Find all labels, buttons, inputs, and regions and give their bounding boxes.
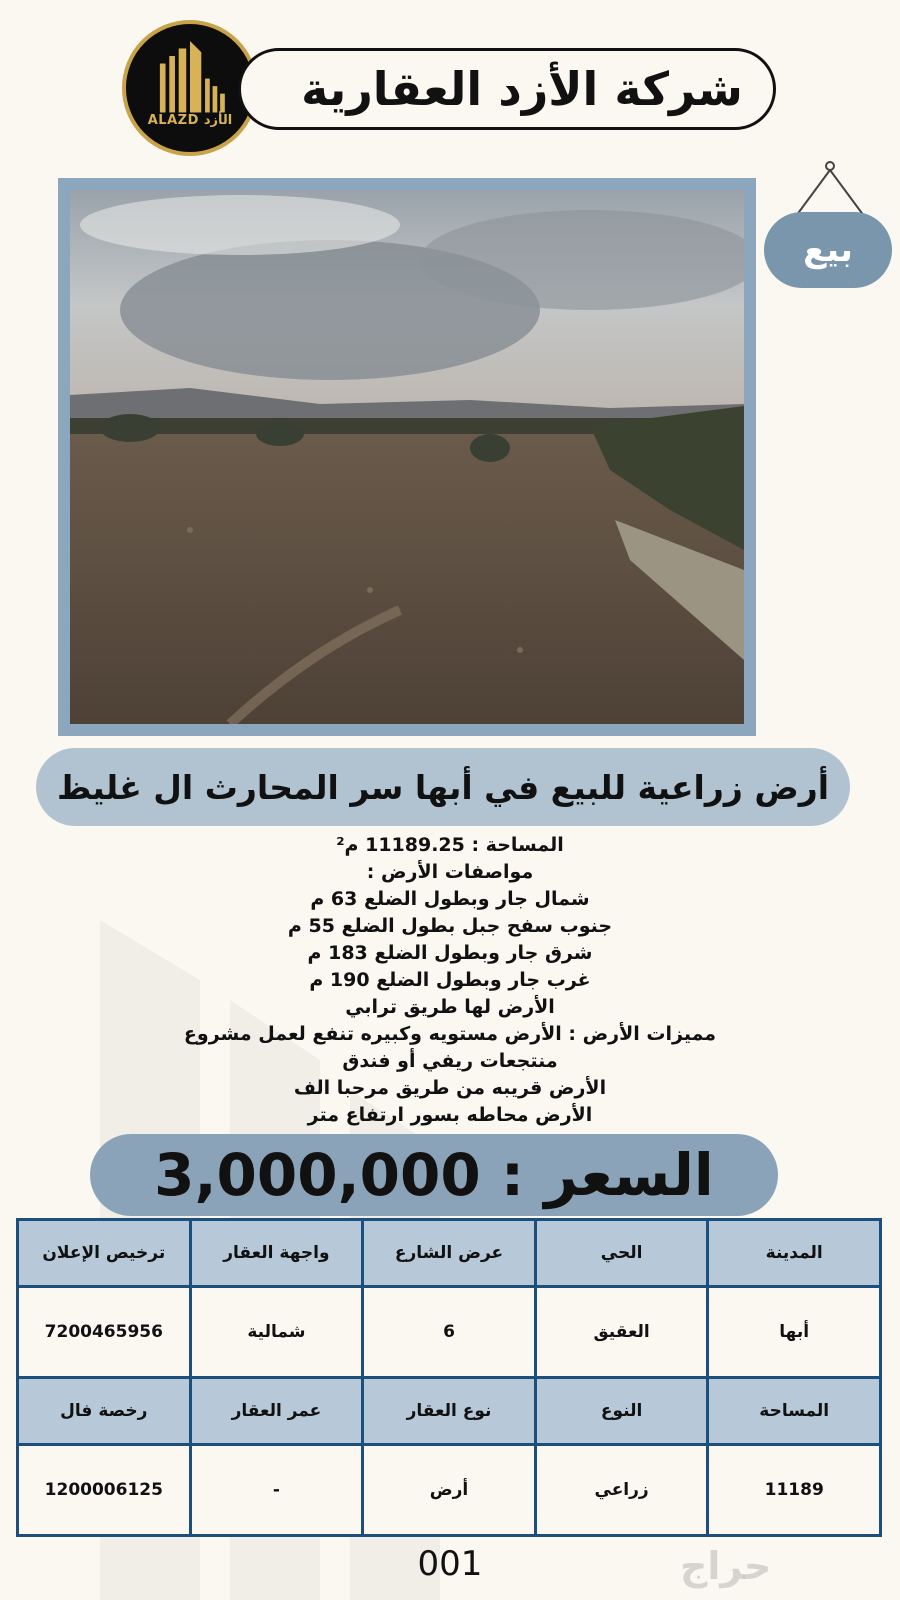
table-header-cell: رخصة فال — [18, 1378, 191, 1445]
listing-headline: أرض زراعية للبيع في أبها سر المحارث ال غليظ — [56, 767, 830, 807]
table-cell: 7200465956 — [18, 1287, 191, 1378]
sale-tag — [764, 212, 892, 288]
description-line: شمال جار وبطول الضلع 63 م — [310, 888, 590, 910]
table-header-cell: واجهة العقار — [190, 1220, 363, 1287]
company-name-banner — [238, 48, 776, 130]
price: السعر : 3,000,000 — [154, 1141, 714, 1209]
description-line: الأرض لها طريق ترابي — [345, 996, 555, 1018]
company-name: شركة الأزد العقارية — [301, 62, 743, 116]
description-line: منتجعات ريفي أو فندق — [342, 1050, 558, 1072]
description-line: مميزات الأرض : الأرض مستويه وكبيره تنفع لعمل مشروع — [183, 1023, 717, 1045]
building-logo-icon — [126, 24, 254, 152]
table-header-cell: عمر العقار — [190, 1378, 363, 1445]
table-header-cell: عرض الشارع — [363, 1220, 536, 1287]
table-header-row — [18, 1220, 881, 1287]
table-cell: 11189 — [708, 1445, 881, 1536]
table-header-row — [18, 1378, 881, 1445]
table-cell: أرض — [363, 1445, 536, 1536]
tag-string-icon — [790, 160, 870, 220]
table-row — [18, 1445, 881, 1536]
property-description — [40, 832, 860, 1129]
property-photo-frame — [58, 178, 756, 736]
table-header-cell: المساحة — [708, 1378, 881, 1445]
description-line: شرق جار وبطول الضلع 183 م — [307, 942, 593, 964]
listing-serial-number: 001 — [417, 1544, 483, 1584]
table-cell: شمالية — [190, 1287, 363, 1378]
description-line: جنوب سفح جبل بطول الضلع 55 م — [287, 915, 613, 937]
table-cell: - — [190, 1445, 363, 1536]
table-header-cell: ترخيص الإعلان — [18, 1220, 191, 1287]
table-cell: 6 — [363, 1287, 536, 1378]
property-info-table — [16, 1218, 882, 1537]
table-header-cell: النوع — [535, 1378, 708, 1445]
haraj-watermark: حراج — [680, 1544, 772, 1588]
description-line: المساحة : 11189.25 م² — [336, 834, 564, 856]
table-header-cell: الحي — [535, 1220, 708, 1287]
listing-headline-banner — [36, 748, 850, 826]
description-line: الأرض قريبه من طريق مرحبا الف — [293, 1077, 607, 1099]
table-cell: زراعي — [535, 1445, 708, 1536]
logo-text: ALAZD الأزد — [147, 113, 233, 128]
table-cell: 1200006125 — [18, 1445, 191, 1536]
table-header-cell: نوع العقار — [363, 1378, 536, 1445]
sale-tag-label: بيع — [803, 230, 853, 270]
description-line: غرب جار وبطول الضلع 190 م — [309, 969, 591, 991]
table-row — [18, 1287, 881, 1378]
table-header-cell: المدينة — [708, 1220, 881, 1287]
description-line: الأرض محاطه بسور ارتفاع متر — [307, 1104, 593, 1126]
table-cell: العقيق — [535, 1287, 708, 1378]
property-photo — [70, 190, 744, 724]
description-line: مواصفات الأرض : — [366, 861, 534, 883]
price-banner — [90, 1134, 778, 1216]
table-cell: أبها — [708, 1287, 881, 1378]
